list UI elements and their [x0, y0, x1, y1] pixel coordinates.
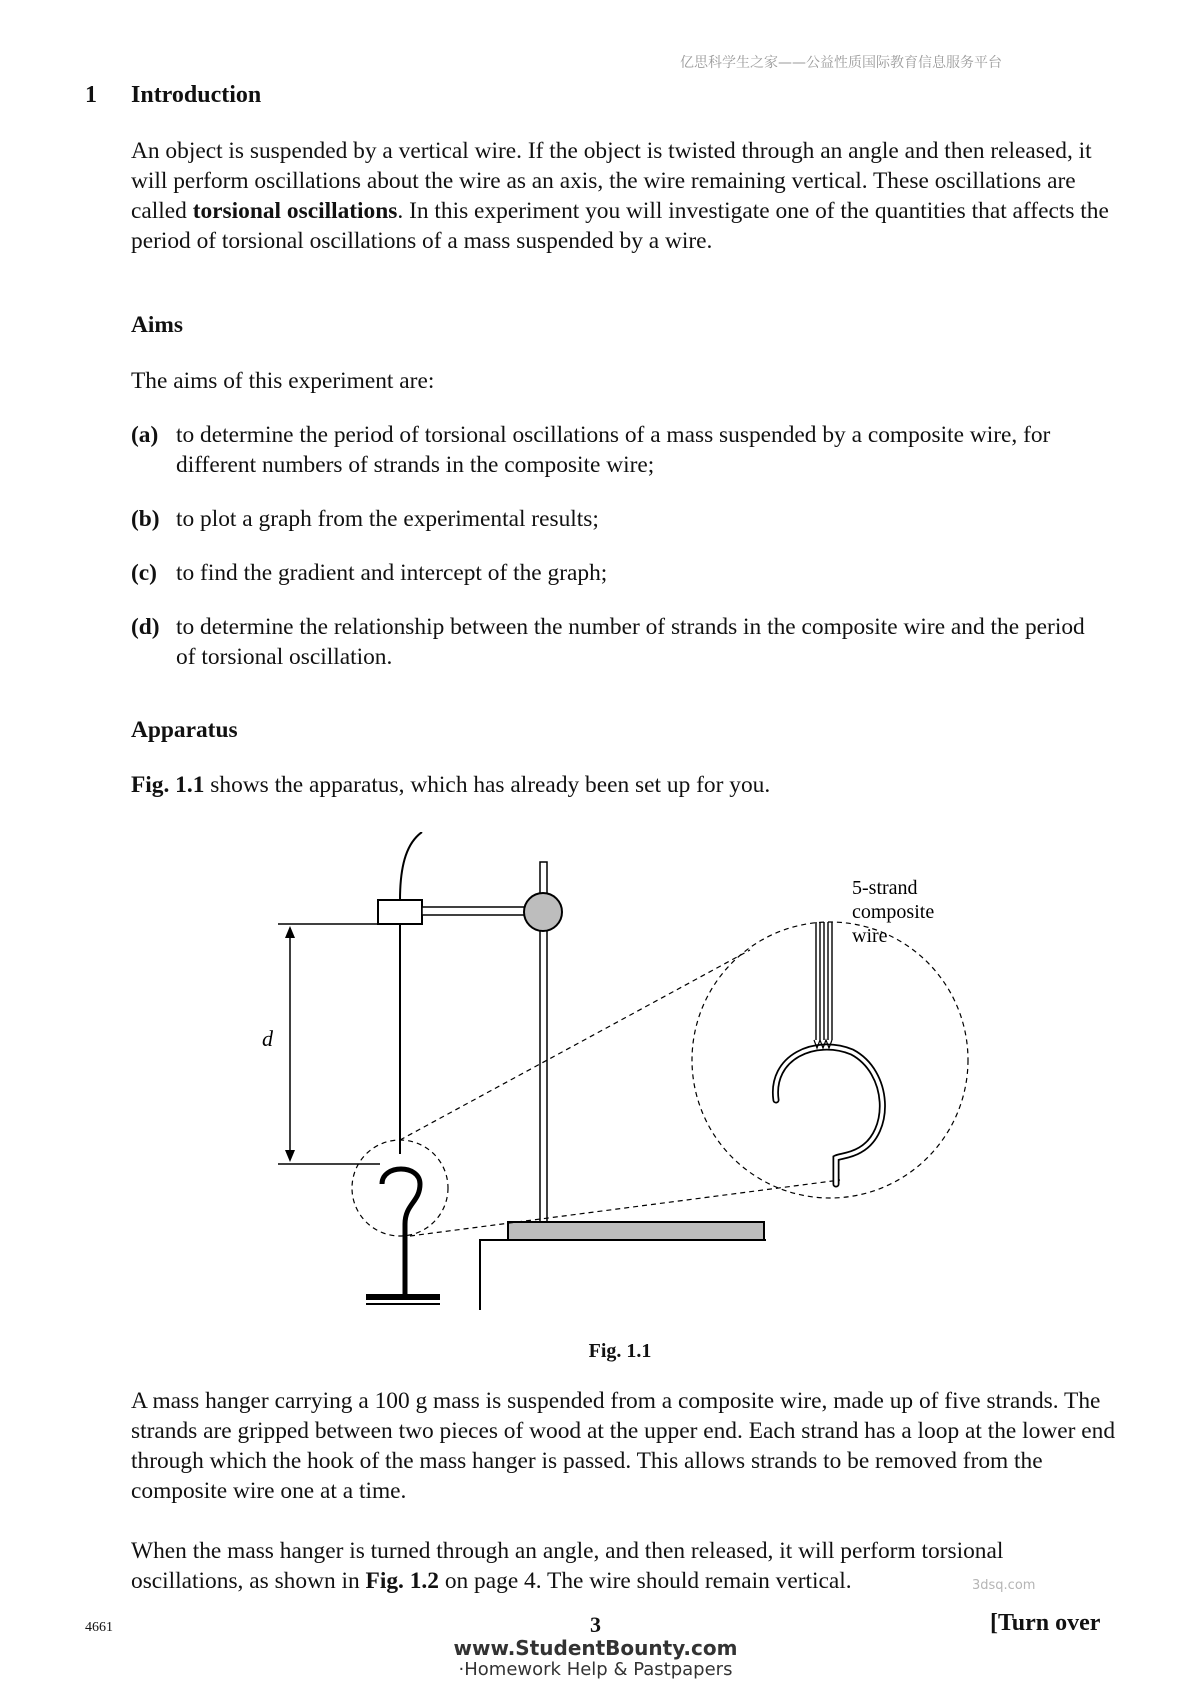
aim-text: to find the gradient and intercept of the graph;: [176, 560, 608, 586]
aims-lead: The aims of this experiment are:: [131, 368, 435, 394]
callout-line-1: 5-strand: [852, 877, 918, 899]
corner-watermark: 3dsq.com: [972, 1578, 1036, 1593]
arrow-head-bottom: [285, 1150, 295, 1162]
intro-text-end: . In this experiment you will investigate one of the quantities that affects the period of torsional oscillations of a mass suspended by a wire.: [131, 198, 1109, 254]
section-title: Introduction: [131, 82, 262, 108]
zoom-line-upper: [400, 950, 750, 1140]
cable-line: [400, 832, 422, 900]
callout-line-2: composite: [852, 901, 935, 923]
body-text-end: on page 4. The wire should remain vertical.: [438, 1568, 852, 1594]
site-watermark-sub: ·Homework Help & Pastpapers: [458, 1659, 733, 1680]
header-watermark: 亿思科学生之家——公益性质国际教育信息服务平台: [680, 55, 1002, 71]
aim-item-c: [131, 558, 1091, 588]
figure-caption: Fig. 1.1: [588, 1340, 652, 1362]
section-number: 1: [85, 82, 97, 108]
paper-code: 4661: [85, 1620, 113, 1635]
apparatus-lead-text: shows the apparatus, which has already been set up for you.: [204, 772, 771, 798]
wood-clamp: [378, 900, 422, 924]
apparatus-diagram: [240, 832, 1000, 1322]
aim-text: to plot a graph from the experimental results;: [176, 506, 599, 532]
aim-item-a: [131, 420, 1091, 480]
intro-paragraph: [131, 136, 1121, 256]
body-paragraph-1: A mass hanger carrying a 100 g mass is suspended from a composite wire, made up of five strands. The strands are gripped between two pieces of wood at the upper end. Each strand has a loop at the lower end through which the hook of the mass hanger is passed. This allows strands to be removed from the composite wire one at a time.: [131, 1388, 1116, 1504]
aim-label: (a): [131, 422, 159, 448]
label-d: d: [262, 1026, 273, 1051]
aim-item-b: [131, 504, 1091, 534]
intro-text-start: An object is suspended by a vertical wire. If the object is twisted through an angle and then released, it will perform oscillations about the wire as an axis, the wire remaining vertical. These oscillations are called: [131, 138, 1092, 224]
page-number: 3: [590, 1612, 601, 1637]
body-fig-ref: Fig. 1.2: [365, 1568, 439, 1594]
aims-heading: Aims: [131, 312, 183, 338]
aim-label: (c): [131, 560, 157, 586]
aim-label: (b): [131, 506, 160, 532]
wire-strands: [816, 922, 832, 1040]
apparatus-fig-ref: Fig. 1.1: [131, 772, 205, 798]
zoom-source-circle: [352, 1140, 448, 1236]
stand-base: [508, 1222, 764, 1240]
aim-text: to determine the relationship between the number of strands in the composite wire and the period of torsional oscillation.: [176, 614, 1085, 670]
boss-head: [524, 893, 562, 931]
bench-edge: [480, 1240, 766, 1310]
body-text-start: When the mass hanger is turned through an angle, and then released, it will perform torsional oscillations, as shown in: [131, 1538, 1004, 1594]
intro-bold-term: torsional oscillations: [192, 198, 398, 224]
apparatus-lead: [131, 770, 1121, 800]
arrow-head-top: [285, 926, 295, 938]
aim-text: to determine the period of torsional oscillations of a mass suspended by a composite wire, for different numbers of strands in the composite wire;: [176, 422, 1051, 478]
site-watermark: www.StudentBounty.com: [453, 1636, 738, 1660]
magnified-hook-outer: [775, 1047, 882, 1184]
hanger-plate: [366, 1294, 440, 1300]
apparatus-heading: Apparatus: [131, 717, 238, 743]
callout-line-3: wire: [852, 925, 888, 947]
zoom-detail-circle: [692, 922, 968, 1198]
aim-label: (d): [131, 614, 160, 640]
aim-item-d: [131, 612, 1091, 672]
turn-over: [Turn over: [990, 1610, 1101, 1636]
hanger-hook: [382, 1169, 420, 1294]
